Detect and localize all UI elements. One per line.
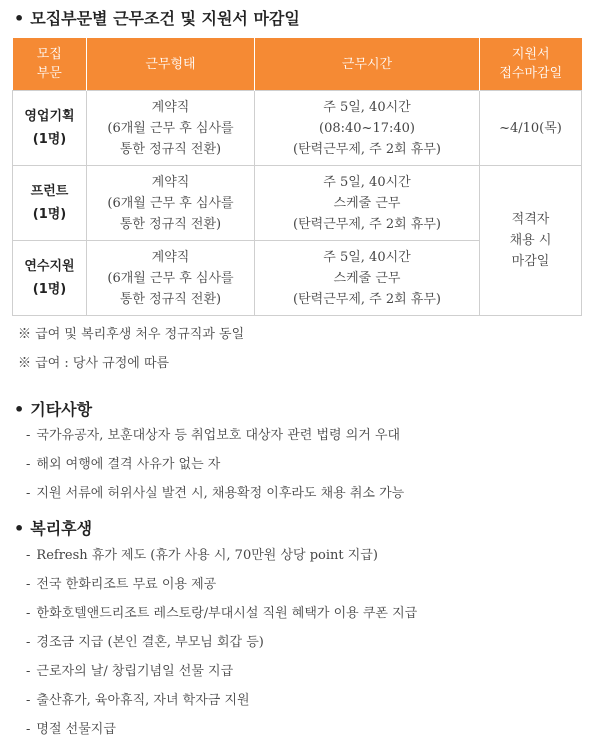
bullet-icon: • (14, 519, 25, 538)
bullet-icon: • (14, 400, 25, 419)
type-cell: 계약직 (6개월 근무 후 심사를 통한 정규직 전환) (87, 241, 255, 316)
other-title-text: 기타사항 (30, 400, 93, 419)
header-deadline: 지원서 접수마감일 (480, 38, 582, 91)
other-list (26, 421, 404, 508)
list-item: - 국가유공자, 보훈대상자 등 취업보호 대상자 관련 법령 의거 우대 (26, 428, 401, 443)
list-item: - 근로자의 날/ 창립기념일 선물 지급 (26, 664, 234, 679)
bullet-icon: • (14, 9, 25, 28)
hours-cell: 주 5일, 40시간 (08:40~17:40) (탄력근무제, 주 2회 휴무) (255, 91, 480, 166)
dept-cell: 연수지원 (1명) (13, 241, 87, 316)
merged-deadline-cell: 적격자 채용 시 마감일 (480, 166, 582, 316)
header-dept: 모집 부문 (13, 38, 87, 91)
list-item: - 지원 서류에 허위사실 발견 시, 채용확정 이후라도 채용 취소 가능 (26, 486, 405, 501)
welfare-title-text: 복리후생 (30, 519, 93, 538)
recruit-title-text: 모집부문별 근무조건 및 지원서 마감일 (30, 9, 300, 28)
welfare-list (26, 541, 417, 744)
table-row (13, 166, 582, 241)
table-row (13, 91, 582, 166)
hours-cell: 주 5일, 40시간 스케줄 근무 (탄력근무제, 주 2회 휴무) (255, 241, 480, 316)
note-salary: ※ 급여 : 당사 규정에 따름 (18, 356, 170, 371)
welfare-section-title (14, 516, 92, 539)
list-item: - 한화호텔앤드리조트 레스토랑/부대시설 직원 혜택가 이용 쿠폰 지급 (26, 606, 418, 621)
header-hours: 근무시간 (255, 38, 480, 91)
list-item: - 해외 여행에 결격 사유가 없는 자 (26, 457, 221, 472)
dept-cell: 영업기획 (1명) (13, 91, 87, 166)
other-section-title (14, 397, 92, 420)
deadline-cell: ~4/10(목) (480, 91, 582, 166)
recruit-table (12, 38, 582, 316)
header-type: 근무형태 (87, 38, 255, 91)
hours-cell: 주 5일, 40시간 스케줄 근무 (탄력근무제, 주 2회 휴무) (255, 166, 480, 241)
list-item: - Refresh 휴가 제도 (휴가 사용 시, 70만원 상당 point 지급) (26, 548, 378, 563)
list-item: - 출산휴가, 육아휴직, 자녀 학자금 지원 (26, 693, 250, 708)
type-cell: 계약직 (6개월 근무 후 심사를 통한 정규직 전환) (87, 166, 255, 241)
dept-cell: 프런트 (1명) (13, 166, 87, 241)
recruit-section-title (14, 6, 300, 29)
list-item: - 경조금 지급 (본인 결혼, 부모님 회갑 등) (26, 635, 264, 650)
list-item: - 전국 한화리조트 무료 이용 제공 (26, 577, 217, 592)
type-cell: 계약직 (6개월 근무 후 심사를 통한 정규직 전환) (87, 91, 255, 166)
note-benefits: ※ 급여 및 복리후생 처우 정규직과 동일 (18, 327, 245, 342)
list-item: - 명절 선물지급 (26, 722, 116, 737)
table-header-row (13, 38, 582, 91)
